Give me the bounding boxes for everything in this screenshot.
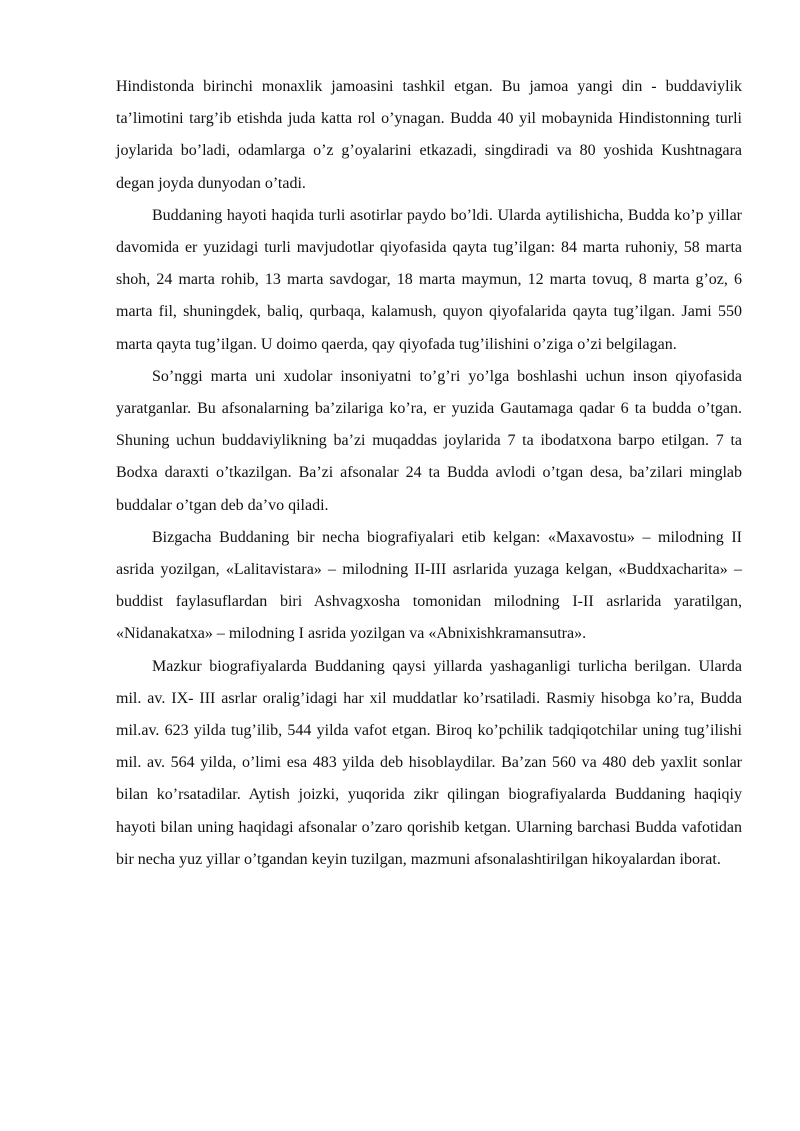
paragraph-continued-intro: Hindistonda birinchi monaxlik jamoasini tashkil etgan. Bu jamoa yangi din - buddaviylik ta’limotini targ’ib etishda juda katta rol o’ynagan. Budda 40 yil mobaynida Hindistonning turli joylarida bo’ladi, odamlarga o’z g’oyalarini etkazadi, singdiradi va 80 yoshida Kushtnagara degan joyda dunyodan o’tadi. xyxy=(116,78,742,192)
paragraph-previous-buddhas: So’nggi marta uni xudolar insoniyatni to’g’ri yo’lga boshlashi uchun inson qiyofasida yaratganlar. Bu afsonalarning ba’zilariga ko’ra, er yuzida Gautamaga qadar 6 ta budda o’tgan. Shuning uchun buddaviylikning ba’zi muqaddas joylarida 7 ta ibodatxona barpo etilgan. 7 ta Bodxa daraxti o’tkazilgan. Ba’zi afsonalar 24 ta Budda avlodi o’tgan desa, ba’zilari minglab buddalar o’tgan deb da’vo qiladi. xyxy=(116,367,742,514)
paragraph-dates: Mazkur biografiyalarda Buddaning qaysi yillarda yashaganligi turlicha berilgan. Ularda mil. av. IX- III asrlar oralig’idagi har xil muddatlar ko’rsatiladi. Rasmiy hisobga ko’ra, Budda mil.av. 623 yilda tug’ilib, 544 yilda vafot etgan. Biroq ko’pchilik tadqiqotchilar uning tug’ilishi mil. av. 564 yilda, o’limi esa 483 yilda deb hisoblaydilar. Ba’zan 560 va 480 deb yaxlit sonlar bilan ko’rsatadilar. Aytish joizki, yuqorida zikr qilingan biografiyalarda Buddaning haqiqiy hayoti bilan uning haqidagi afsonalar o’zaro qorishib ketgan. Ularning barchasi Budda vafotidan bir necha yuz yillar o’tgandan keyin tuzilgan, mazmuni afsonalashtirilgan hikoyalardan iborat. xyxy=(116,657,742,868)
document-page xyxy=(116,71,742,876)
paragraph-buddha-legends: Buddaning hayoti haqida turli asotirlar paydo bo’ldi. Ularda aytilishicha, Budda ko’p yillar davomida er yuzidagi turli mavjudotlar qiyofasida qayta tug’ilgan: 84 marta ruhoniy, 58 marta shoh, 24 marta rohib, 13 marta savdogar, 18 marta maymun, 12 marta tovuq, 8 marta g’oz, 6 marta fil, shuningdek, baliq, qurbaqa, kalamush, quyon qiyofalarida qayta tug’ilgan. Jami 550 marta qayta tug’ilgan. U doimo qaerda, qay qiyofada tug’ilishini o’ziga o’zi belgilagan. xyxy=(116,206,742,353)
paragraph-biographies: Bizgacha Buddaning bir necha biografiyalari etib kelgan: «Maxavostu» – milodning II asrida yozilgan, «Lalitavistara» – milodning II-III asrlarida yuzaga kelgan, «Buddxacharita» – buddist faylasuflardan biri Ashvagxosha tomonidan milodning I-II asrlarida yaratilgan, «Nidanakatxa» – milodning I asrida yozilgan va «Abnixishkramansutra». xyxy=(116,528,742,643)
